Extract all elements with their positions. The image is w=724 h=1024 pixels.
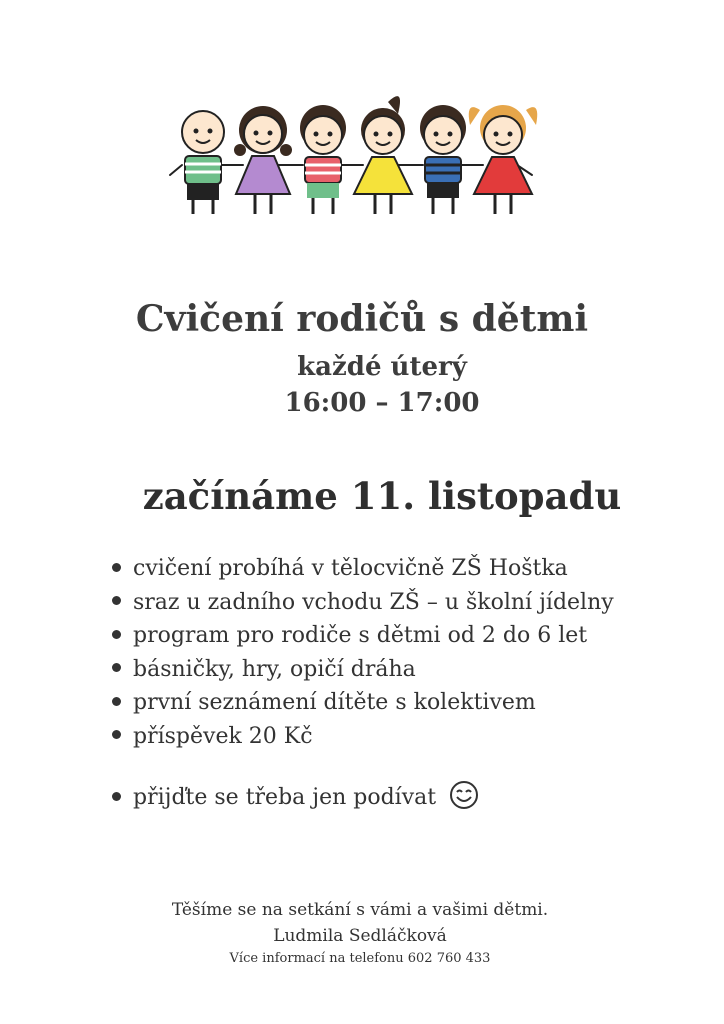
bullet-icon [112, 663, 121, 672]
smiley-face-icon [449, 780, 479, 810]
start-date: začínáme 11. listopadu [142, 474, 622, 518]
bullet-icon [112, 697, 121, 706]
author-name: Ludmila Sedláčková [273, 926, 447, 946]
list-item: příspěvek 20 Kč [112, 720, 692, 754]
children-holding-hands-icon [160, 80, 560, 230]
bullet-icon [112, 630, 121, 639]
list-item: básničky, hry, opičí dráha [112, 653, 692, 687]
bullet-icon [112, 596, 121, 605]
child-2 [234, 106, 292, 214]
child-4 [354, 96, 412, 214]
schedule-time: 16:00 – 17:00 [284, 388, 480, 418]
extra-list-item: přijďte se třeba jen podívat [112, 783, 479, 813]
child-3 [300, 105, 346, 214]
bullet-icon [112, 792, 121, 801]
bullet-icon [112, 730, 121, 739]
list-item: program pro rodiče s dětmi od 2 do 6 let [112, 619, 692, 653]
page-title: Cvičení rodičů s dětmi [135, 298, 589, 340]
list-item: sraz u zadního vchodu ZŠ – u školní jídelny [112, 586, 692, 620]
closing-message: Těšíme se na setkání s vámi a vašimi dětmi. [171, 900, 549, 920]
child-1 [182, 111, 224, 214]
list-item: cvičení probíhá v tělocvičně ZŠ Hoštka [112, 552, 692, 586]
list-item: první seznámení dítěte s kolektivem [112, 686, 692, 720]
child-6 [469, 105, 538, 214]
bullet-icon [112, 563, 121, 572]
child-5 [420, 105, 466, 214]
schedule-day: každé úterý [297, 352, 467, 382]
info-list [112, 552, 692, 753]
contact-info: Více informací na telefonu 602 760 433 [229, 951, 491, 966]
